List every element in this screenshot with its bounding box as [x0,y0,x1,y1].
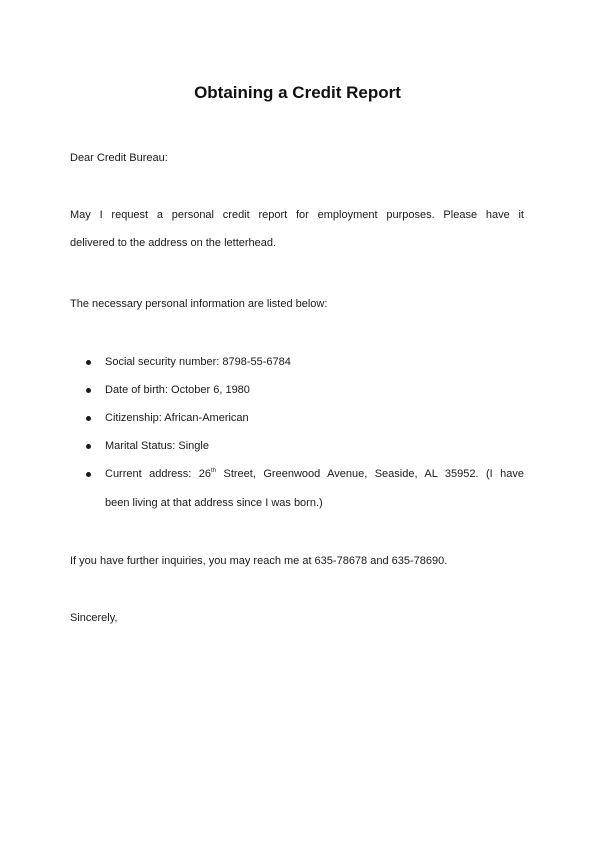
bullet-icon [86,472,91,477]
list-item-ssn: Social security number: 8798-55-6784 [105,356,291,368]
bullet-icon [86,444,91,449]
request-line-2: delivered to the address on the letterhead. [70,237,277,249]
list-item-citizenship: Citizenship: African-American [105,412,249,424]
list-item-birthdate: Date of birth: October 6, 1980 [105,384,250,396]
bullet-icon [86,416,91,421]
list-item-address [105,468,524,481]
page-title: Obtaining a Credit Report [194,83,401,102]
salutation: Dear Credit Bureau: [70,152,168,164]
address-prefix: Current address: 26 [105,468,212,480]
bullet-icon [86,388,91,393]
address-line-2: been living at that address since I was born.) [105,497,323,509]
closing: Sincerely, [70,612,118,624]
list-item-marital-status: Marital Status: Single [105,440,209,452]
address-superscript: th [211,468,217,474]
list-intro: The necessary personal information are listed below: [70,298,328,310]
contact-line: If you have further inquiries, you may reach me at 635-78678 and 635-78690. [70,555,448,567]
bullet-icon [86,360,91,365]
request-line-1: May I request a personal credit report for employment purposes. Please have it [70,209,524,221]
address-suffix: Street, Greenwood Avenue, Seaside, AL 35952. (I have [216,468,525,480]
